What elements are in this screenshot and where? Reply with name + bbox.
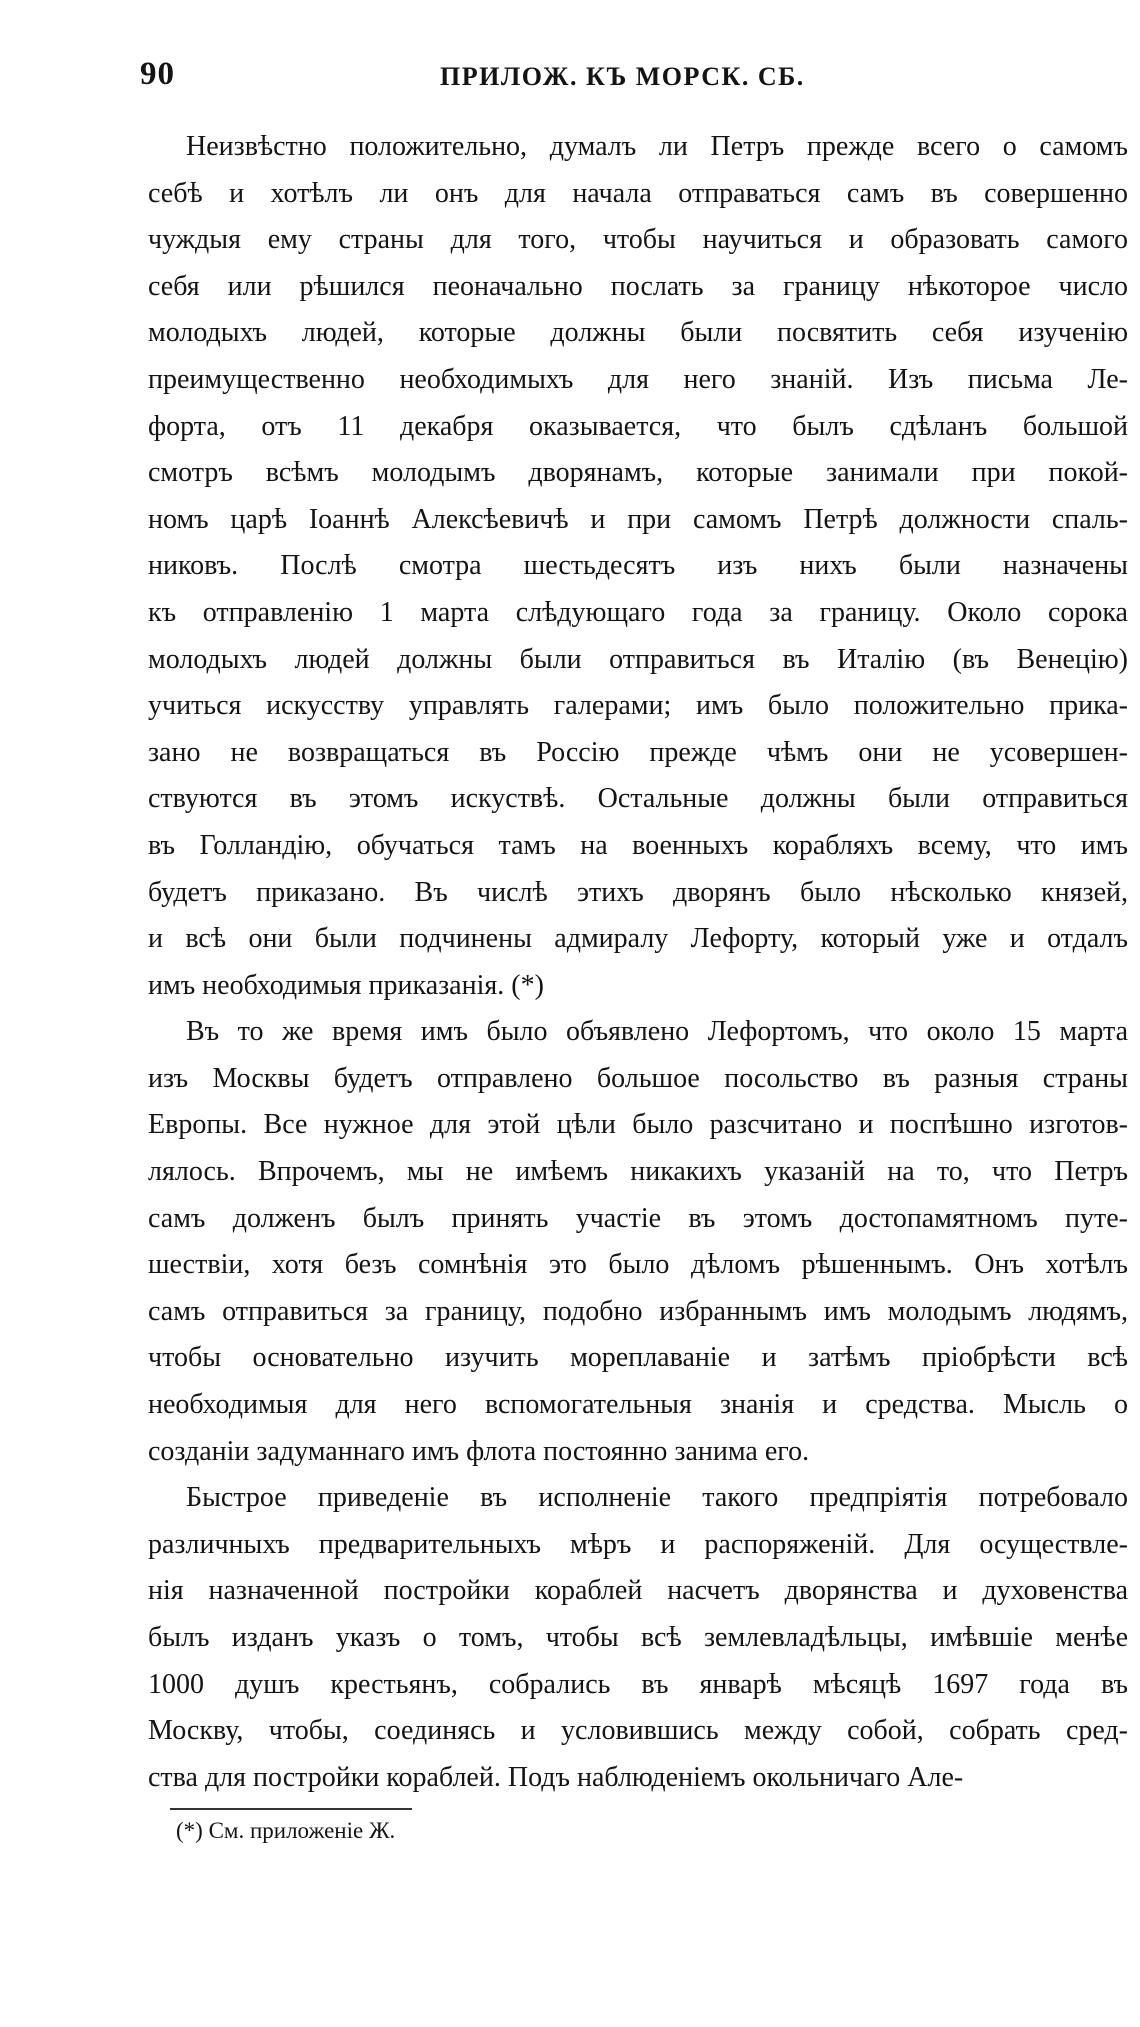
text-line: молодыхъ людей, которые должны были посвятить себя изученію: [148, 317, 1128, 349]
text-line: былъ изданъ указъ о томъ, чтобы всѣ землевладѣльцы, имѣвшіе менѣе: [148, 1622, 1128, 1653]
text-line: изъ Москвы будетъ отправлено большое посольство въ разныя страны: [148, 1062, 1128, 1094]
text-line: будетъ приказано. Въ числѣ этихъ дворянъ было нѣсколько князей,: [148, 876, 1128, 908]
text-line: чуждыя ему страны для того, чтобы научиться и образовать самого: [148, 224, 1128, 256]
text-line: никовъ. Послѣ смотра шестьдесятъ изъ нихъ были назначены: [148, 550, 1128, 582]
text-line: къ отправленію 1 марта слѣдующаго года за границу. Около сорока: [148, 596, 1128, 628]
running-title: ПРИЛОЖ. КЪ МОРСК. СБ.: [440, 62, 805, 91]
text-line: чтобы основательно изучить мореплаваніе и затѣмъ пріобрѣсти всѣ: [148, 1342, 1128, 1374]
text-line: Москву, чтобы, соединясь и условившись между собой, собрать сред-: [148, 1715, 1128, 1747]
text-line: лялось. Впрочемъ, мы не имѣемъ никакихъ указаній на то, что Петръ: [148, 1156, 1128, 1188]
text-line: смотръ всѣмъ молодымъ дворянамъ, которые занимали при покой-: [148, 457, 1128, 489]
text-line: самъ отправиться за границу, подобно избраннымъ имъ молодымъ людямъ,: [148, 1295, 1128, 1327]
text-line: ствуются въ этомъ искуствѣ. Остальные должны были отправиться: [148, 783, 1128, 815]
text-line: себѣ и хотѣлъ ли онъ для начала отправаться самъ въ совершенно: [148, 177, 1128, 209]
text-line: номъ царѣ Іоаннѣ Алексѣевичѣ и при самомъ Петрѣ должности спаль-: [148, 503, 1128, 535]
text-line: молодыхъ людей должны были отправиться въ Италію (въ Венецію): [148, 643, 1128, 675]
text-line: различныхъ предварительныхъ мѣръ и распоряженій. Для осуществле-: [148, 1528, 1128, 1560]
paragraph: [148, 124, 1128, 1009]
paragraph: [148, 1475, 1128, 1801]
text-line: Европы. Все нужное для этой цѣли было разсчитано и поспѣшно изготов-: [148, 1109, 1128, 1141]
text-line: созданіи задуманнаго имъ флота постоянно занима его.: [148, 1435, 810, 1467]
text-line: необходимыя для него вспомогательныя знанія и средства. Мысль о: [148, 1389, 1128, 1421]
text-line: въ Голландію, обучаться тамъ на военныхъ корабляхъ всему, что имъ: [148, 829, 1128, 861]
text-line: нія назначенной постройки кораблей насчетъ дворянства и духовенства: [148, 1575, 1128, 1607]
footnote-divider: [170, 1808, 412, 1810]
text-line: имъ необходимыя приказанія. (*): [148, 969, 544, 1001]
paragraph: [148, 1009, 1128, 1475]
footnote: (*) См. приложеніе Ж.: [176, 1818, 396, 1843]
text-line: форта, отъ 11 декабря оказывается, что былъ сдѣланъ большой: [148, 410, 1128, 442]
text-line: зано не возвращаться въ Россію прежде чѣмъ они не усовершен-: [148, 736, 1128, 768]
text-line: ства для постройки кораблей. Подъ наблюденіемъ окольничаго Але-: [148, 1761, 964, 1793]
text-line: Въ то же время имъ было объявлено Лефортомъ, что около 15 марта: [186, 1016, 1128, 1048]
page-header: [140, 56, 1130, 108]
text-line: себя или рѣшился пеоначально послать за границу нѣкоторое число: [148, 270, 1128, 302]
text-line: и всѣ они были подчинены адмиралу Лефорту, который уже и отдалъ: [148, 923, 1128, 955]
body-text: [148, 124, 1128, 1801]
text-line: 1000 душъ крестьянъ, собрались въ январѣ мѣсяцѣ 1697 года въ: [148, 1668, 1128, 1700]
page-number: 90: [140, 56, 175, 92]
text-line: Быстрое приведеніе въ исполненіе такого предпріятія потребовало: [186, 1482, 1128, 1514]
text-line: шествіи, хотя безъ сомнѣнія это было дѣломъ рѣшеннымъ. Онъ хотѣлъ: [148, 1249, 1128, 1281]
text-line: учиться искусству управлять галерами; имъ было положительно прика-: [148, 690, 1128, 722]
text-line: преимущественно необходимыхъ для него знаній. Изъ письма Ле-: [148, 363, 1128, 395]
text-line: Неизвѣстно положительно, думалъ ли Петръ прежде всего о самомъ: [186, 131, 1128, 162]
text-line: самъ долженъ былъ принять участіе въ этомъ достопамятномъ путе-: [148, 1202, 1128, 1234]
